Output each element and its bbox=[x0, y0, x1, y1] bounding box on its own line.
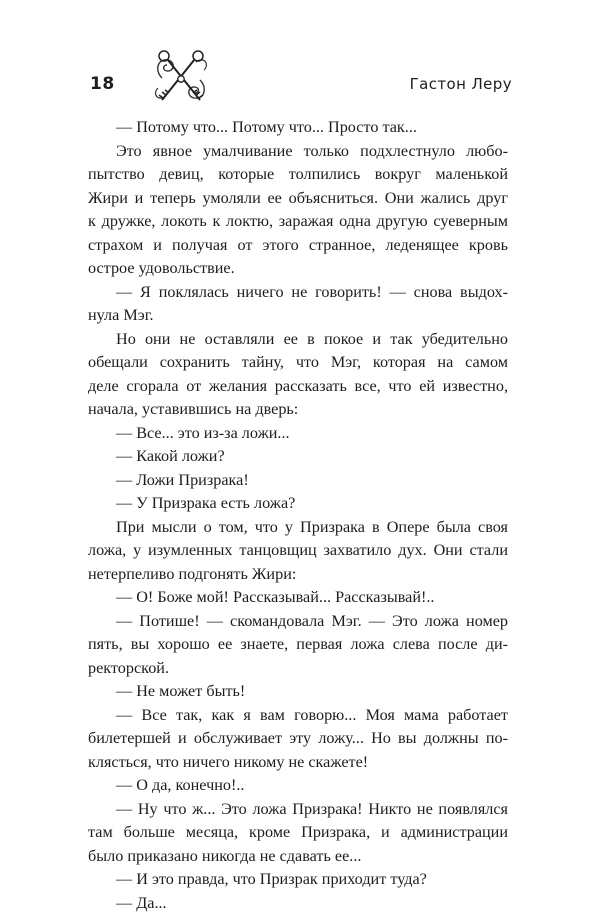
text-line: Жири и теперь умоляли ее объясниться. Они жались друг bbox=[88, 187, 508, 211]
page-number: 18 bbox=[90, 74, 115, 94]
text-line: — Какой ложи? bbox=[88, 445, 508, 469]
text-line: — Все так, как я вам говорю... Моя мама работает bbox=[88, 704, 508, 728]
text-line: — Ну что ж... Это ложа Призрака! Никто не появлялся bbox=[88, 798, 508, 822]
body-text bbox=[88, 116, 508, 915]
text-line: обещали сохранить тайну, что Мэг, которая на самом bbox=[88, 351, 508, 375]
text-line: к дружке, локоть к локтю, заражая одна другую суеверным bbox=[88, 210, 508, 234]
text-line: билетершей и обслуживает эту ложу... Но вы должны по- bbox=[88, 727, 508, 751]
text-line: пять, вы хорошо ее знаете, первая ложа слева после ди- bbox=[88, 633, 508, 657]
text-line: ректорской. bbox=[88, 657, 508, 681]
text-line: — Не может быть! bbox=[88, 680, 508, 704]
text-line: там больше месяца, кроме Призрака, и администрации bbox=[88, 821, 508, 845]
text-line: ложа, у изумленных танцовщиц захватило дух. Они стали bbox=[88, 539, 508, 563]
text-line: Это явное умалчивание только подхлестнуло любо- bbox=[88, 140, 508, 164]
running-title: Гастон Леру bbox=[410, 75, 512, 93]
text-line: — И это правда, что Призрак приходит туда? bbox=[88, 868, 508, 892]
text-line: Но они не оставляли ее в покое и так убедительно bbox=[88, 328, 508, 352]
text-line: — Да... bbox=[88, 892, 508, 915]
text-line: острое удовольствие. bbox=[88, 257, 508, 281]
text-line: начала, уставившись на дверь: bbox=[88, 398, 508, 422]
text-line: деле сгорала от желания рассказать все, что ей известно, bbox=[88, 375, 508, 399]
text-line: — Потому что... Потому что... Просто так... bbox=[88, 116, 508, 140]
text-line: — Я поклялась ничего не говорить! — снова выдох- bbox=[88, 281, 508, 305]
text-line: При мысли о том, что у Призрака в Опере была своя bbox=[88, 516, 508, 540]
text-line: пытство девиц, которые толпились вокруг маленькой bbox=[88, 163, 508, 187]
text-line: клясться, что ничего никому не скажете! bbox=[88, 751, 508, 775]
page-header bbox=[0, 0, 600, 120]
text-line: — Потише! — скомандовала Мэг. — Это ложа номер bbox=[88, 610, 508, 634]
text-line: — Ложи Призрака! bbox=[88, 469, 508, 493]
text-line: нула Мэг. bbox=[88, 304, 508, 328]
text-line: — О! Боже мой! Рассказывай... Рассказывай!.. bbox=[88, 586, 508, 610]
text-line: — Все... это из-за ложи... bbox=[88, 422, 508, 446]
text-line: — У Призрака есть ложа? bbox=[88, 492, 508, 516]
text-line: — О да, конечно!.. bbox=[88, 774, 508, 798]
text-line: страхом и получая от этого странное, леденящее кровь bbox=[88, 234, 508, 258]
crossed-keys-icon bbox=[150, 48, 212, 110]
text-line: было приказано никогда не сдавать ее... bbox=[88, 845, 508, 869]
text-line: нетерпеливо подгонять Жири: bbox=[88, 563, 508, 587]
